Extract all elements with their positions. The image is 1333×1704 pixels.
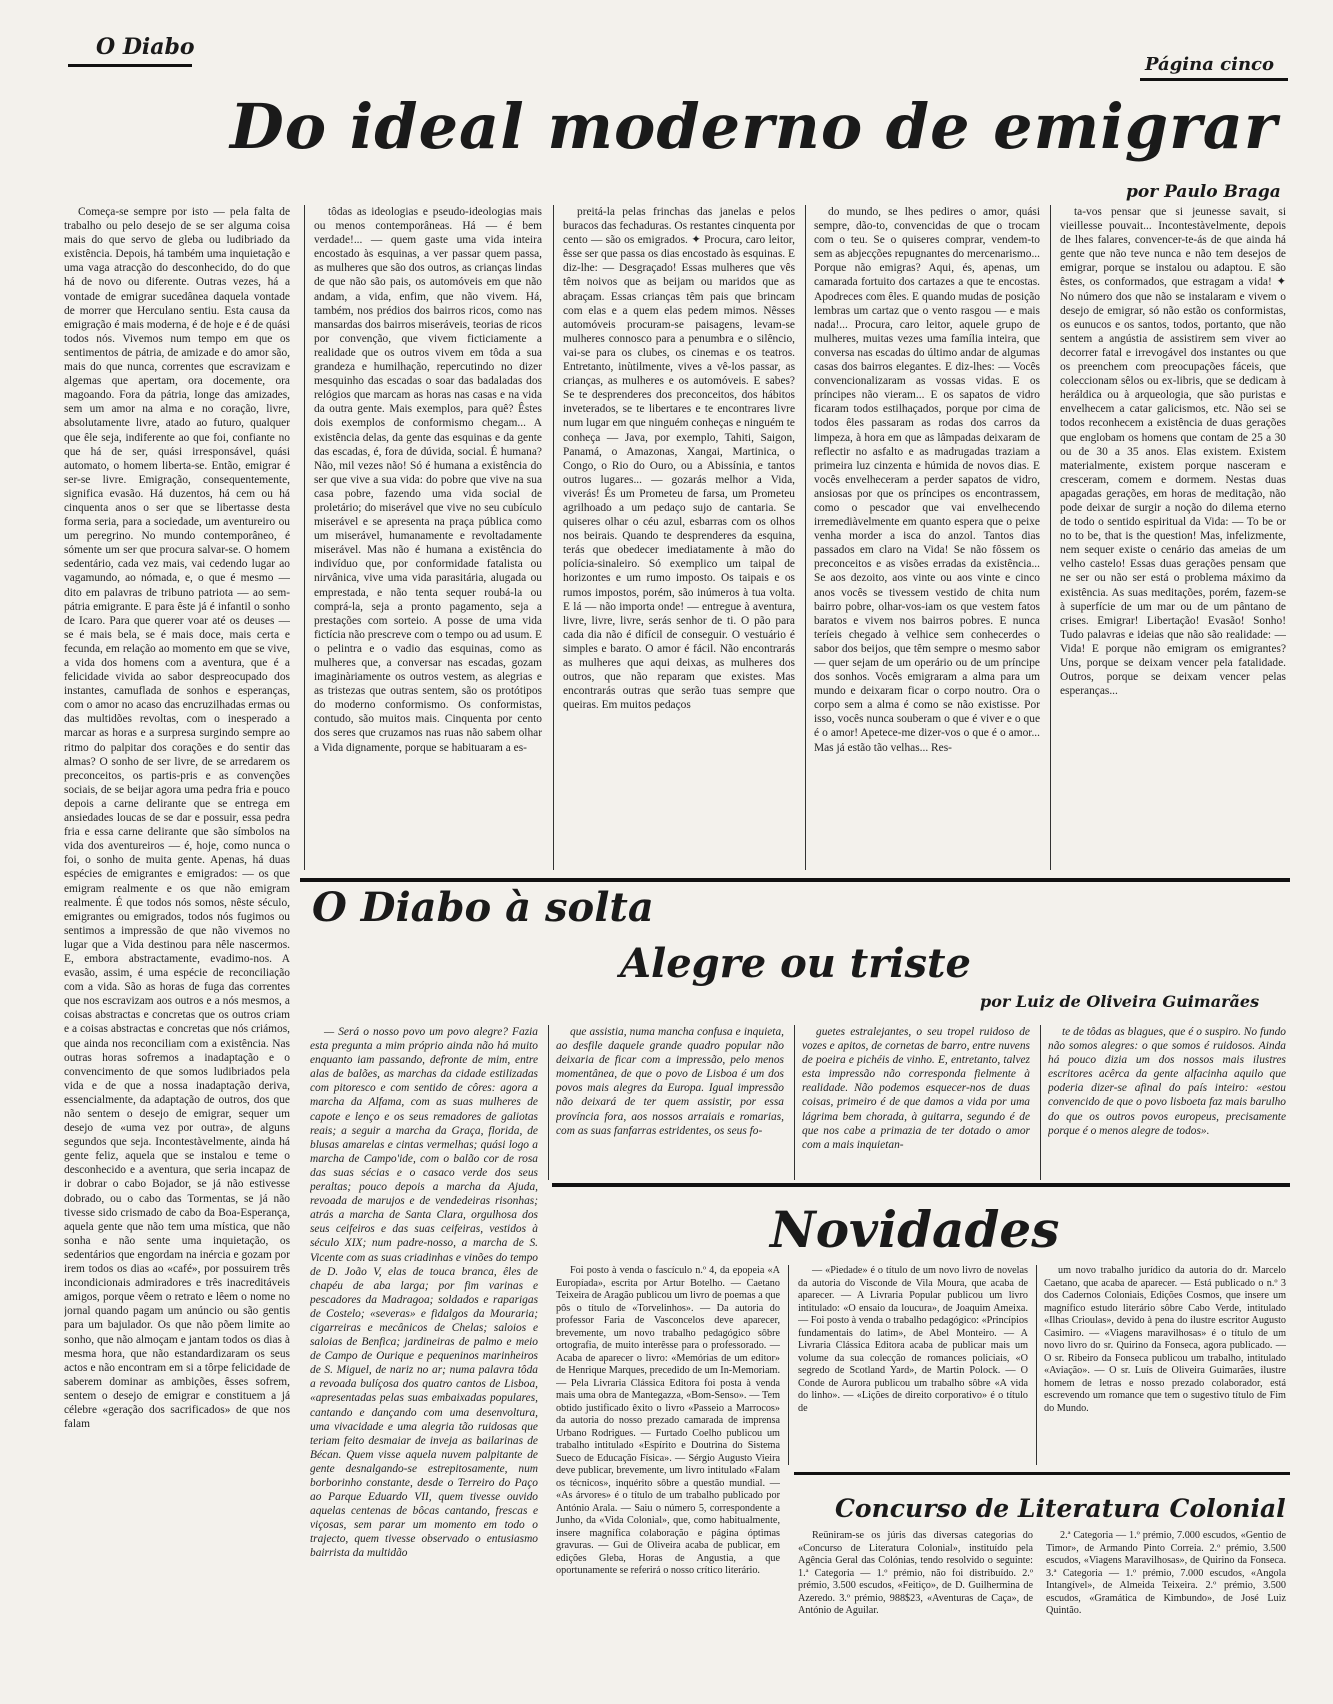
article-column: te de tôdas as blagues, que é o suspiro. No fundo não somos alegres: o que somos é ruidosos. Ainda há pouco dizia um dos nossos mais ilustres escritores acêrca da gente alfacinha aquilo que poderia dizer-se afinal do país inteiro: «estou convencido de que o povo lisboeta faz mais barulho do que os outros povos europeus, precisamente porque é o menos alegre de todos». — [1048, 1026, 1286, 1137]
article-column: Começa-se sempre por isto — pela falta de trabalho ou pelo desejo de se ser alguma coisa mais do que servo de gleba ou ludibriado da existência. Depois, há também uma inquietação e uma vaga atracção do desconhecido, do do que há de novo ou diferente. Outras vezes, há a vontade de emigrar sucedânea daquela vontade de morrer que Herculano sentiu. Esta causa da emigração é mais moderna, é de hoje e é de quási todos nós. Vivemos num tempo em que os sentimentos de pátria, de amizade e do amor são, mais do que nunca, correntes que escravizam e algemas que apertam, ora docemente, ora magoando. Fora da pátria, longe das amizades, sem um amor na alma e no coração, livre, absolutamente livre, atado ao futuro, qualquer que êle seja, indiferente ao que foi, confiante no que há de ser, quási irresponsável, quási automato, o homem liberta-se. Então, emigrar é ser-se livre. Emigração, consequentemente, significa evasão. Há duzentos, há cem ou há cinquenta anos o ser que se libertasse desta forma seria, para a sociedade, um aventureiro ou um peregrino. No mundo contemporâneo, é sómente um ser que procura salvar-se. O homem sedentário, cada vez mais, vai cedendo lugar ao vagamundo, ao nómada, e, o que é mesmo — dito em palavras de tribuno patriota — ao sem-pátria emigrante. E para êste já é infantil o sonho de Icaro. Para que querer voar até os deuses — se é mais bela, se é mais doce, mais certa e fecunda, em relação ao momento em que se vive, a vida dos homens com a aventura, que é a felicidade vivida ao sabor despreocupado dos instantes, camuflada de sonhos e esperanças, com o amor no acaso das encruzilhadas ermas ou das multidões revoltas, com o inesperado a marcar as horas e a surpresa surgindo sempre ao ritmo do palpitar dos corações e do sentir das almas? O sonho de ser livre, de se arredarem os preconceitos, os partis-pris e as convenções sociais, de se beijar agora uma pedra fria e pouco depois a carne delirante que se entrega em ansiedades loucas de se dar e possuir, essa pedra fria e essa carne delirante que são símbolos na vida dos aventureiros — é, hoje, como nunca o foi, o sonho de muita gente. Apenas, há duas espécies de emigrantes e emigrados: — os que emigram realmente e os que não emigram realmente. É que todos nós somos, nêste século, emigrantes ou emigrados, todos nós fugimos ou sentimos a impressão de que não vivemos no lugar que a Vida destinou para nêle nascermos. E, embora abstractamente, evadimo-nos. A evasão, assim, é uma espécie de reconciliação com a vida. São as horas de fuga das correntes que nos escravizam aos outros e a nós mesmos, a coisas abstractas e concretas que os outros criam e a coisas abstractas e concretas que nós criámos, que ainda nos reconciliam com a existência. Nas outras horas sofremos a inadaptação e o convencimento de que somos ludibriados pela vida e de que a nossa inadaptação deriva, essencialmente, da adaptação de outros, dos que não sentem o desejo de emigrar, sequer um desejo de «uma vez por outra», de alguns segundos que seja. Incontestàvelmente, ainda há gente feliz, aquela que se instalou e teme o desconhecido e a aventura, que seria incapaz de ir dobrar o cabo Bojador, se já não estivesse dobrado, ou o cabo das Tormentas, se já não tivesse sido crismado de cabo da Boa-Esperança, aquela gente que não tem uma mística, que não sonha e não sente uma inquietação, os sedentários que engordam na inércia e gozam por irem todos os dias ao «café», por possuirem três incondicionais admiradores e três inacreditáveis amigos, porque vêem o retrato e lêem o nome no jornal quando pagam um anúncio ou são gentis para um bajulador. Os que não põem limite ao sonho, que não almoçam e jantam todos os dias à mesma hora, que não estandardizaram os seus actos e não encontram em si a tôrpe felicidade de saberem dominar as ambições, êsses sofrem, sentem o desejo de emigrar e constituem a já célebre «geração dos sacrificados» de que nos falam — [64, 206, 290, 1431]
section-title: Novidades — [770, 1200, 1060, 1259]
article-title: Do ideal moderno de emigrar — [230, 90, 1278, 163]
article-byline: por Paulo Braga — [1126, 182, 1281, 202]
section-title: Concurso de Literatura Colonial — [835, 1494, 1286, 1523]
article-column: ta-vos pensar que si jeunesse savait, si vieillesse pouvait... Incontestàvelmente, depois de lhes falares, convencer-te-ás de que ainda há gente que não teve nunca e não tem desejos de emigrar, porque se instalou ou adaptou. E são êstes, os conformados, que estragam a vida! ✦ No número dos que não se instalaram e vivem o desejo de emigrar, só não estão os conformistas, os eunucos e os santos, todos, portanto, que não sentem a angústia de assistirem sem viver ao decorrer fatal e irrevogável dos instantes ou que os preenchem com preocupações fáceis, que coleccionam sêlos ou ex-libris, que se dedicam à heráldica ou à arqueologia, que são puristas e envelhecem a catar galicismos, etc. Não sei se todos reconhecem a existência de duas gerações que englobam os homens que contam de 25 a 30 ou de 30 a 35 anos. Elas existem. Existem materialmente, existem porque nasceram e cresceram, comem e dormem. Nestas duas apagadas gerações, em horas de meditação, não pode deixar de surgir a noção do dilema eterno de todo o sentido espiritual da Vida: — To be or no to be, that is the question! Mas, infelizmente, nem sequer existe o cenário das ameias de um velho castelo! Essas duas gerações pensam que ne ser ou não ser está o problema máximo da existência. As suas meditações, porém, fazem-se à superfície de um mar ou de um pântano de crises. Emigrar! Libertação! Evasão! Sonho! Tudo palavras e ideias que não são realidade: — Vida! E porque não emigram os emigrantes? Uns, porque se deixam vencer pela fatalidade. Outros, porque se deixam vencer pelas esperanças... — [1060, 206, 1286, 698]
section-title: O Diabo à solta — [312, 884, 654, 931]
section-divider — [794, 1472, 1290, 1475]
section-divider — [552, 1183, 1290, 1187]
header-page-label: Página cinco — [1145, 54, 1275, 75]
contest-column: 2.ª Categoria — 1.º prémio, 7.000 escudos, «Gentio de Timor», de Armando Pinto Correia. 2.º prémio, 3.500 escudos, «Viagens Maravilhosas», de Quirino da Fonseca. 3.ª Categoria — 1.º prémio, 7.000 escudos, «Angola Intangível», de Almeida Teixeira. 2.º prémio, 3.500 escudos, «Gramática de Kimbundo», de José Luiz Quintão. — [1046, 1530, 1286, 1616]
header-newspaper-name: O Diabo — [96, 34, 195, 60]
article-column: preitá-la pelas frinchas das janelas e pelos buracos das fechaduras. Os restantes cinquenta por cento — são os emigrados. ✦ Procura, caro leitor, êsse ser que passa os dias encostado às esquinas. E diz-lhe: — Desgraçado! Essas mulheres que vês têm noivos que as beijam ou maridos que as abraçam. Essas crianças têm pais que brincam com elas e a quem elas pedem mimos. Nêsses automóveis procuram-se paisagens, levam-se mulheres connosco para a penumbra e o silêncio, vai-se para os clubes, os cinemas e os teatros. Entretanto, inùtilmente, vives a vê-los passar, as crianças, as mulheres e os automóveis. E sabes? Se te desprenderes dos preconceitos, dos hábitos inveterados, se te libertares e te encontrares livre num lugar em que ninguém conheças e ninguém te conheça — Java, por exemplo, Tahiti, Saigon, Panamá, o Amazonas, Xangai, Martinica, o Congo, o Rio do Ouro, ou a Abissínia, e tantos outros lugares... — gozarás melhor a Vida, viverás! És um Prometeu de farsa, um Prometeu agrilhoado a um pedaço sujo de cantaria. Se quiseres olhar o céu azul, esbarras com os olhos nos beirais. Quando te desprenderes da esquina, terás que obedecer imediatamente à mão do polícia-sinaleiro. Só exemplico um taipal de horizontes e um rumo imposto. Os taipais e os rumos impostos, porém, são inúmeros à tua volta. E lá — não importa onde! — entregue à aventura, livre, livre, livre, serás senhor de ti. O pão para cada dia não é difícil de conseguir. O vestuário é simples e barato. O amor é fácil. Não encontrarás as mulheres que aqui deixas, as mulheres dos outros, que não reparam que existes. Mas encontrarás outras que serão tuas sempre que queiras. Em muitos pedaços — [563, 206, 795, 712]
article-column: tôdas as ideologias e pseudo-ideologias mais ou menos contemporâneas. Há — é bem verdade!... — quem gaste uma vida inteira encostado às esquinas, a ver passar quem passa, as mulheres que são dos outros, as crianças lindas de que não são pais, os automóveis em que não andam, a vida, enfim, que não vivem. Há, também, nos prédios dos bairros ricos, como nas mansardas dos bairros miseráveis, teorias de ricos por convenção, que vivem ficticiamente a realidade que os outros vivem em tôda a sua grandeza e humilhação, repercutindo no dizer mesquinho das escadas o soar das badaladas dos relógios que marcam as horas nas casas e na vida da outra gente. Mais exemplos, para quê? Êstes dois exemplos de conformismo chegam... A existência delas, da gente das esquinas e da gente das escadas, é, fora de dúvida, social. É humana? Não, mil vezes não! Só é humana a existência do ser que vive a sua vida: do pobre que vive na sua casa pobre, fazendo uma vida social de proletário; do miserável que vive no seu cubículo miserável e se apresenta na praça pública como um miserável, humanamente e revoltadamente miserável. Mas não é humana a existência do indivíduo que, por conformidade fatalista ou nirvânica, vive uma vida parasitária, alugada ou emprestada, e não tenta sequer roubá-la ou comprá-la, seja a pronto pagamento, seja a prestações com sorteio. A posse de uma vida fictícia não prescreve com o tempo ou ad usum. E o pelintra e o vadio das esquinas, como as mulheres que, a conversar nas escadas, gozam imaginàriamente os outros vestem, as alegrias e as tristezas que outras sentem, são os protótipos do moderno conformismo. Os conformistas, contudo, são muitos mais. Cinquenta por cento dos seres que cruzamos nas ruas não sabem olhar a Vida dignamente, porque se habituaram a es- — [314, 206, 542, 754]
section-divider — [300, 878, 1290, 882]
contest-column: Reüniram-se os júris das diversas categorias do «Concurso de Literatura Colonial», instituído pela Agência Geral das Colónias, tendo resolvido o seguinte: 1.ª Categoria — 1.º prémio, não foi distribuído. 2.º prémio, 3.500 escudos, «Feitiço», de D. Guilhermina de Azeredo. 3.º prémio, 988$23, «Aventuras de Caça», de António de Aguilar. — [798, 1530, 1033, 1616]
section-byline: por Luiz de Oliveira Guimarães — [980, 992, 1260, 1011]
header-left-rule — [68, 64, 192, 67]
article-column: guetes estralejantes, o seu tropel ruidoso de vozes e apitos, de cornetas de barro, entre nuvens de poeira e pichéis de vinho. E, entretanto, talvez esta impressão não corresponda fielmente à realidade. Não podemos esquecer-nos de duas coisas, primeiro é de que damos a vida por uma lágrima bem chorada, à guitarra, segundo é de que nos cabe a primazia de ter dotado o amor com a mais inquietan- — [802, 1026, 1030, 1151]
news-column: Foi posto à venda o fascículo n.º 4, da epopeia «A Europíada», escrita por Artur Botelho. — Caetano Teixeira de Aragão publicou um livro de poemas a que pôs o título de «Torvelinhos». — Da autoria do professor Faria de Vasconcelos deve aparecer, brevemente, um novo trabalho pedagógico sôbre ortografia, de muito interêsse para o professorado. — Acaba de aparecer o livro: «Memórias de um editor» de Henrique Marques, precedido de um In-Memoriam. — Pela Livraria Clássica Editora foi posta à venda mais uma obra de Mantegazza, «Bom-Senso». — Tem obtido justificado êxito o livro «Passeio a Marrocos» da autoria do nosso prezado camarada de imprensa Urbano Rodrigues. — Furtado Coelho publicou um trabalho intitulado «Espírito e Doutrina do Sistema Sueco de Educação Física». — Sérgio Augusto Vieira deve publicar, brevemente, um livro intitulado «Falam os técnicos», inquérito sôbre a questão mundial. — «As árvores» é o título de um trabalho publicado por António Arala. — Saiu o número 5, correspondente a Junho, da «Vida Colonial», que, como habitualmente, insere magnífica colaboração e página óptimas gravuras. — Gui de Oliveira acaba de publicar, em edições Gleba, Horas de Angustia, a que oportunamente se referirá o nosso crítico literário. — [556, 1265, 780, 1576]
news-column: — «Piedade» é o título de um novo livro de novelas da autoria do Visconde de Vila Moura, que acaba de aparecer. — A Livraria Popular publicou um livro intitulado: «O ensaio da loucura», de Joaquim Ameixa. — Foi posto à venda o trabalho pedagógico: «Princípios fundamentais do latim», de Abel Monteiro. — A Livraria Clássica Editora acaba de publicar mais um volume da sua colecção de romances policiais, «O segredo de Scotland Yard», de Martin Polock. — O Conde de Aurora publicou um trabalho sôbre «A vida do linho». — «Lições de direito corporativo» é o título de — [798, 1265, 1028, 1414]
news-column: um novo trabalho jurídico da autoria do dr. Marcelo Caetano, que acaba de aparecer. — Está publicado o n.º 3 dos Cadernos Coloniais, Edições Cosmos, que insere um magnífico estudo literário sôbre Cabo Verde, intitulado «Ilhas Crioulas», devido à pena do ilustre escritor Augusto Casimiro. — «Viagens maravilhosas» é o título de um novo livro do sr. Quirino da Fonseca, agora publicado. — O sr. Ribeiro da Fonseca publicou um trabalho, intitulado «Aviação». — O sr. Luís de Oliveira Guimarães, ilustre homem de letras e nosso prezado colaborador, está escrevendo um romance que tem o sugestivo título de Fim do Mundo. — [1044, 1265, 1286, 1414]
article-column: do mundo, se lhes pedires o amor, quási sempre, dão-to, convencidas de que o trocam com o teu. Se o quiseres comprar, vendem-to sem as abjecções repugnantes do mercenarismo... Porque não emigras? Aqui, és, apenas, um camarada fortuito dos cartazes a que te encostas. Apodreces com êles. E quando mudas de posição lembras um cartaz que o vento rasgou — e mais nada!... Procura, caro leitor, aquele grupo de mulheres, muitas vezes uma família inteira, que conversa nas escadas do último andar de algumas casas dos bairros elegantes. E diz-lhes: — Vocês convencionalizaram as vossas vidas. E os príncipes não vieram... E os sapatos de vidro ficaram todos estilhaçados, porque por cima de todos êles passaram as rodas dos carros da limpeza, à hora em que as lâmpadas deixaram de reflectir no asfalto e as madrugadas traziam a primeira luz cinzenta e húmida de novos dias. E vocês envelheceram a perder sapatos de vidro, ansiosas por que os príncipes os encontrassem, como o pescador que vai envelhecendo irremediàvelmente em quanto espera que o peixe venha morder a isca do anzol. Tantos dias passados em claro na Vida! Se não fôssem os preconceitos e as visões erradas da existência... Se aos dezoito, aos vinte ou aos vinte e cinco anos vocês se tivessem vestido de chita num bairro pobre, olhar-vos-iam os que vestem fatos baratos e vivem nos bairros pobres. E nunca teríeis chegado à velhice sem conhecerdes o sabor dos beijos, que têm sempre o mesmo sabor — quer sejam de um operário ou de um príncipe dos sonhos. Vocês emigraram a alma para um mundo e deixaram ficar o corpo noutro. Ora o corpo sem a alma é como se não existisse. Por isso, vocês nunca souberam o que é viver e o que é o amor! Apetece-me dizer-vos o que é o amor... Mas já estão tão velhas... Res- — [814, 206, 1040, 754]
article-column: — Será o nosso povo um povo alegre? Fazia esta pregunta a mim próprio ainda não há muito enquanto iam passando, defronte de mim, entre alas de balões, as marchas da cidade estilizadas com pitoresco e com sentido de côres: agora a marcha da Alfama, com as suas mulheres de capote e lenço e os seus remadores de galiotas reais; a seguir a marcha da Graça, florida, de blusas amarelas e cintas vermelhas; quási logo a marcha de Campo'ide, com o balão cor de rosa das suas sécias e o casaco verde dos seus peraltas; pouco depois a marcha da Ajuda, revoada de marujos e de vendedeiras risonhas; atrás a marcha de Santa Clara, orgulhosa dos seus ceifeiros e das suas ceifeiras, vestidos à século XIX; num padre-nosso, a marcha de S. Vicente com as suas criadinhas e vinões do tempo de D. João V, elas de touca branca, êles de chapéu de aba larga; por fim varinas e pescadores da Madragoa; soldados e raparigas de Costelo; «severas» e fidalgos da Mouraria; cigarreiras e mecânicos de Chelas; saloios e saloias de Benfica; jardineiras de palmo e meio de Campo de Ourique e pequeninos marinheiros de S. Miguel, de nariz no ar; numa palavra tôda a revoada bulíçosa dos quatro cantos de Lisboa, «apresentadas pelas suas embaixadas populares, cantando e dançando com uma desenvoltura, uma vivacidade e uma alegria tão ruidosas que teriam feito desmaiar de inveja as bailarinas de Bécan. Quem visse aquela nuvem palpitante de gente desnalgando-se estrepitosamente, num borborinho constante, desde o Terreiro do Paço ao Parque Eduardo VII, quem tivesse ouvido aquelas centenas de bôcas cantando, frescas e viçosas, sem parar um momento em todo o trajecto, quem tivesse observado o entusiasmo bairrista da multidão — [310, 1026, 538, 1560]
header-right-rule — [1140, 78, 1288, 81]
section-subtitle: Alegre ou triste — [620, 940, 971, 987]
article-column: que assistia, numa mancha confusa e inquieta, ao desfile daquele grande quadro popular não deixaria de ficar com a impressão, pelo menos momentânea, de que o povo de Lisboa é um dos povos mais alegres da Europa. Igual impressão não deixará de ter quem assistir, por essa província fora, aos nossos arraiais e romarias, com as suas fanfarras estridentes, os seus fo- — [556, 1026, 784, 1137]
